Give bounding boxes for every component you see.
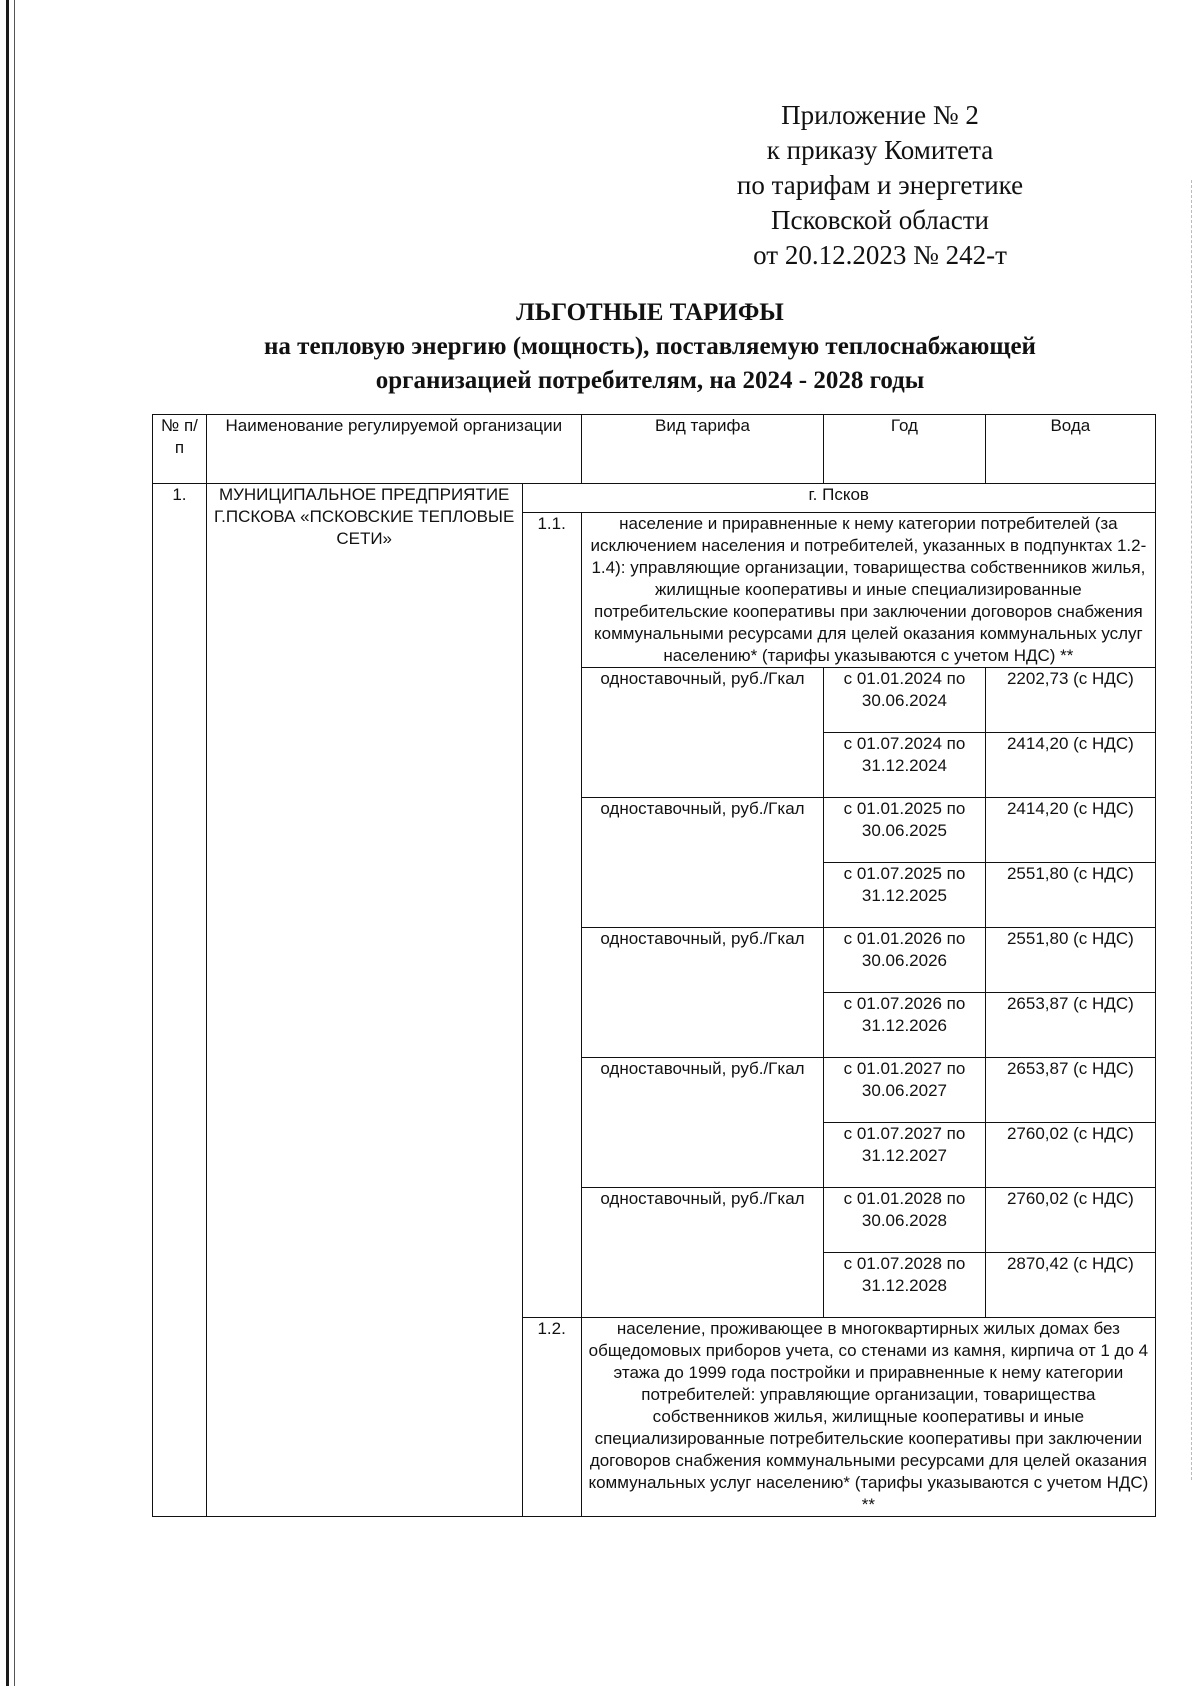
tariff-value: 2202,73 (с НДС) (985, 668, 1155, 733)
tariff-type: одноставочный, руб./Гкал (581, 798, 823, 928)
tariff-value: 2760,02 (с НДС) (985, 1123, 1155, 1188)
scan-edge-left-inner (14, 0, 15, 1686)
header-org: Наименование регулируемой организации (206, 415, 581, 484)
tariff-value: 2414,20 (с НДС) (985, 798, 1155, 863)
appendix-line: от 20.12.2023 № 242-т (753, 240, 1007, 270)
tariff-type: одноставочный, руб./Гкал (581, 1058, 823, 1188)
period-date: с 01.07.2026 по 31.12.2026 (824, 993, 986, 1058)
period-date: с 01.01.2027 по 30.06.2027 (824, 1058, 986, 1123)
sub-num: 1.1. (522, 513, 581, 1318)
tariff-value: 2870,42 (с НДС) (985, 1253, 1155, 1318)
tariff-table (152, 414, 1156, 1517)
period-date: с 01.01.2028 по 30.06.2028 (824, 1188, 986, 1253)
org-name: МУНИЦИПАЛЬНОЕ ПРЕДПРИЯТИЕ Г.ПСКОВА «ПСКОВСКИЕ ТЕПЛОВЫЕ СЕТИ» (206, 484, 522, 1517)
scan-edge-left (6, 0, 9, 1686)
tariff-value: 2414,20 (с НДС) (985, 733, 1155, 798)
city-label: г. Псков (522, 484, 1156, 513)
period-date: с 01.07.2027 по 31.12.2027 (824, 1123, 986, 1188)
tariff-type: одноставочный, руб./Гкал (581, 668, 823, 798)
appendix-line: к приказу Комитета (766, 135, 994, 165)
tariff-value: 2653,87 (с НДС) (985, 993, 1155, 1058)
period-date: с 01.01.2024 по 30.06.2024 (824, 668, 986, 733)
appendix-block (700, 98, 1060, 273)
header-water: Вода (985, 415, 1155, 484)
tariff-type: одноставочный, руб./Гкал (581, 928, 823, 1058)
sub-description: население, проживающее в многоквартирных жилых домах без общедомовых приборов учета, со стенами из камня, кирпича от 1 до 4 этажа до 1999 года постройки и приравненные к нему категории потребителей: управляющие организации, товарищества собственников жилья, жилищные кооперативы и иные специализированные потребительские кооперативы при заключении договоров снабжения коммунальными ресурсами для целей оказания коммунальных услуг населению* (тарифы указываются с учетом НДС) ** (581, 1318, 1155, 1517)
appendix-line: по тарифам и энергетике (736, 170, 1024, 200)
title-line-3: организацией потребителям, на 2024 - 2028 годы (375, 367, 925, 394)
title-line-1: ЛЬГОТНЫЕ ТАРИФЫ (516, 299, 784, 326)
tariff-type: одноставочный, руб./Гкал (581, 1188, 823, 1318)
header-year: Год (824, 415, 986, 484)
period-date: с 01.07.2028 по 31.12.2028 (824, 1253, 986, 1318)
table-row (153, 484, 1156, 513)
appendix-line: Приложение № 2 (781, 100, 979, 130)
table-header-row (153, 415, 1156, 484)
tariff-value: 2551,80 (с НДС) (985, 863, 1155, 928)
period-date: с 01.01.2025 по 30.06.2025 (824, 798, 986, 863)
header-num: № п/п (153, 415, 207, 484)
document-title (150, 296, 1150, 398)
sub-description: население и приравненные к нему категории потребителей (за исключением населения и потребителей, указанных в подпунктах 1.2-1.4): управляющие организации, товарищества собственников жилья, жилищные кооперативы и иные специализированные потребительские кооперативы при заключении договоров снабжения коммунальными ресурсами для целей оказания коммунальных услуг населению* (тарифы указываются с учетом НДС) ** (581, 513, 1155, 668)
period-date: с 01.07.2025 по 31.12.2025 (824, 863, 986, 928)
title-line-2: на тепловую энергию (мощность), поставляемую теплоснабжающей (264, 333, 1036, 360)
row-num: 1. (153, 484, 207, 1517)
tariff-value: 2653,87 (с НДС) (985, 1058, 1155, 1123)
tariff-value: 2551,80 (с НДС) (985, 928, 1155, 993)
appendix-line: Псковской области (770, 205, 989, 235)
scan-edge-right (1191, 180, 1192, 1480)
header-vid: Вид тарифа (581, 415, 823, 484)
sub-num: 1.2. (522, 1318, 581, 1517)
period-date: с 01.01.2026 по 30.06.2026 (824, 928, 986, 993)
tariff-value: 2760,02 (с НДС) (985, 1188, 1155, 1253)
period-date: с 01.07.2024 по 31.12.2024 (824, 733, 986, 798)
